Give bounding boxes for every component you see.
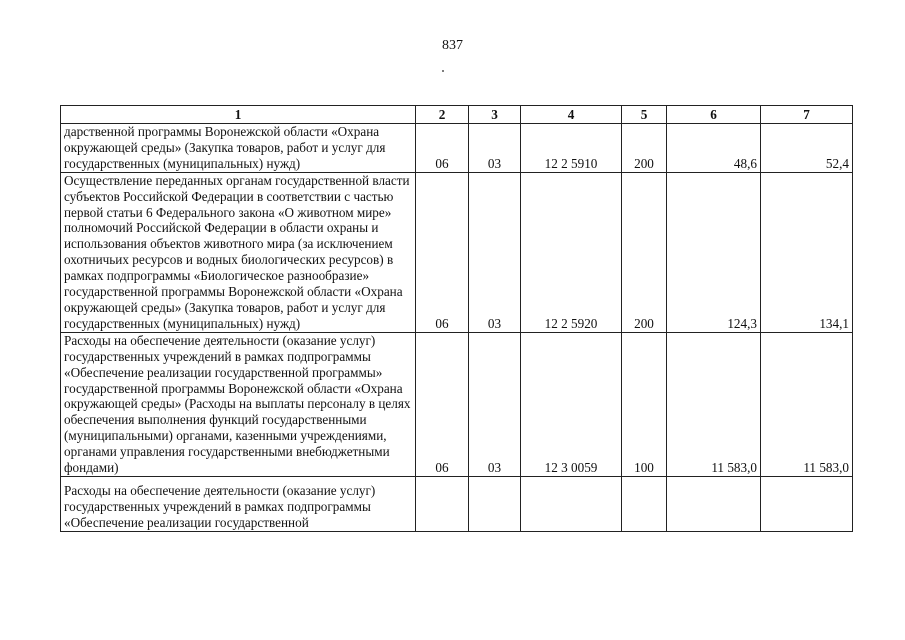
table-row	[61, 476, 853, 531]
row-subsection: 03	[469, 124, 521, 173]
header-col-1: 1	[61, 106, 416, 124]
row-amount-col6: 124,3	[667, 172, 761, 332]
row-section: 06	[416, 124, 469, 173]
row-target-article	[521, 476, 622, 531]
row-section: 06	[416, 332, 469, 476]
row-expense-type	[622, 476, 667, 531]
row-target-article: 12 2 5910	[521, 124, 622, 173]
page-number: 837	[442, 38, 463, 53]
header-col-4: 4	[521, 106, 622, 124]
row-expense-type: 200	[622, 172, 667, 332]
table-row	[61, 332, 853, 476]
row-target-article: 12 3 0059	[521, 332, 622, 476]
table-header-row	[61, 106, 853, 124]
header-col-6: 6	[667, 106, 761, 124]
scan-speck	[442, 70, 444, 72]
row-amount-col6	[667, 476, 761, 531]
row-amount-col7: 134,1	[761, 172, 853, 332]
row-description: Расходы на обеспечение деятельности (оказание услуг) государственных учреждений в рамках подпрограммы «Обеспечение реализации государственной	[61, 476, 416, 531]
row-subsection: 03	[469, 172, 521, 332]
row-subsection: 03	[469, 332, 521, 476]
row-amount-col7: 11 583,0	[761, 332, 853, 476]
row-amount-col7	[761, 476, 853, 531]
row-description: Расходы на обеспечение деятельности (оказание услуг) государственных учреждений в рамках подпрограммы «Обеспечение реализации государственной программы» государственной программы Воронежской области «Охрана окружающей среды» (Расходы на выплаты персоналу в целях обеспечения выполнения функций государственными (муниципальными) органами, казенными учреждениями, органами управления государственными внебюджетными фондами)	[61, 332, 416, 476]
table-row	[61, 124, 853, 173]
row-description: Осуществление переданных органам государственной власти субъектов Российской Федерации в соответствии с частью первой статьи 6 Федерального закона «О животном мире» полномочий Российской Федерации в области охраны и использования объектов животного мира (за исключением охотничьих ресурсов и водных биологических ресурсов) в рамках подпрограммы «Биологическое разнообразие» государственной программы Воронежской области «Охрана окружающей среды» (Закупка товаров, работ и услуг для государственных (муниципальных) нужд)	[61, 172, 416, 332]
row-subsection	[469, 476, 521, 531]
header-col-2: 2	[416, 106, 469, 124]
row-expense-type: 200	[622, 124, 667, 173]
row-description: дарственной программы Воронежской области «Охрана окружающей среды» (Закупка товаров, работ и услуг для государственных (муниципальных) нужд)	[61, 124, 416, 173]
row-section: 06	[416, 172, 469, 332]
row-amount-col7: 52,4	[761, 124, 853, 173]
header-col-7: 7	[761, 106, 853, 124]
row-expense-type: 100	[622, 332, 667, 476]
row-section	[416, 476, 469, 531]
row-amount-col6: 11 583,0	[667, 332, 761, 476]
header-col-5: 5	[622, 106, 667, 124]
row-amount-col6: 48,6	[667, 124, 761, 173]
table-row	[61, 172, 853, 332]
budget-table	[60, 105, 853, 532]
row-target-article: 12 2 5920	[521, 172, 622, 332]
header-col-3: 3	[469, 106, 521, 124]
